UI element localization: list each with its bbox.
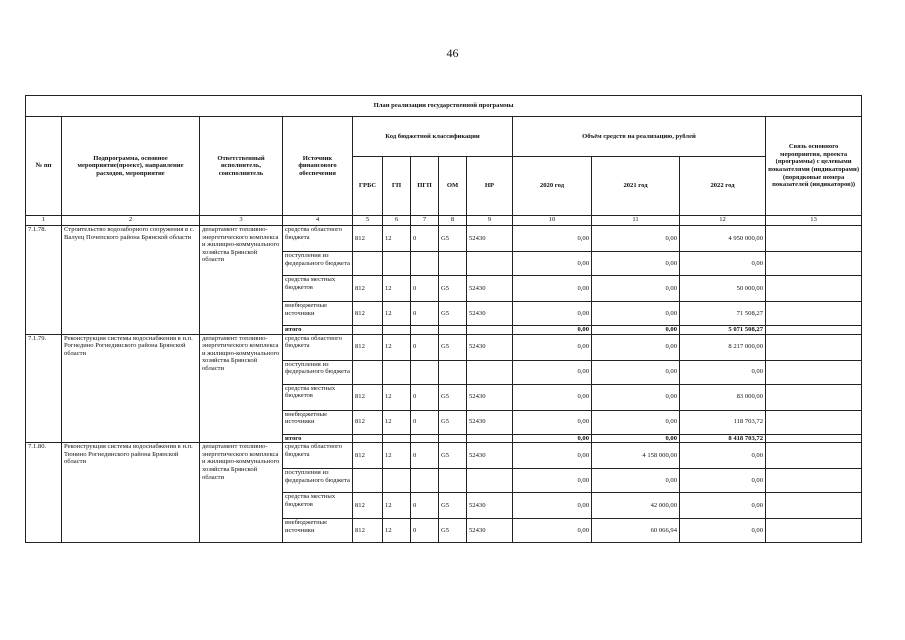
total-code-empty (467, 326, 513, 335)
header-link: Связь основного мероприятия, проекта (программы) с целевыми показателями (индикаторами) (порядковые номера показателей (индикаторов)) (766, 117, 862, 216)
code-gp (383, 360, 411, 384)
measure-executor: департамент топливно-энергетического комплекса и жилищно-коммунального хозяйства Брянской области (200, 226, 283, 335)
total-code-empty (467, 434, 513, 443)
amount-y2021: 0,00 (592, 360, 680, 384)
column-number-cell: 13 (766, 216, 862, 226)
header-2021: 2021 год (592, 157, 680, 216)
measure-executor: департамент топливно-энергетического комплекса и жилищно-коммунального хозяйства Брянской области (200, 334, 283, 443)
amount-y2022: 4 950 000,00 (680, 226, 766, 252)
indicator-link-cell (766, 360, 862, 384)
code-np: 52430 (467, 519, 513, 543)
table-row (26, 334, 862, 360)
indicator-link-cell (766, 410, 862, 434)
code-grbs (353, 360, 383, 384)
amount-y2022: 0,00 (680, 360, 766, 384)
code-pgp: 0 (411, 334, 439, 360)
amount-y2020: 0,00 (513, 252, 592, 276)
column-number-cell: 1 (26, 216, 62, 226)
amount-y2022: 50 000,00 (680, 276, 766, 302)
total-code-empty (353, 326, 383, 335)
header-volume: Объём средств на реализацию, рублей (513, 117, 766, 157)
code-gp (383, 252, 411, 276)
code-grbs: 812 (353, 443, 383, 469)
header-pgp: ПГП (411, 157, 439, 216)
code-np: 52430 (467, 384, 513, 410)
code-pgp: 0 (411, 302, 439, 326)
table-title: План реализации государственной программы (26, 96, 862, 117)
measure-number: 7.1.78. (26, 226, 62, 335)
code-grbs (353, 252, 383, 276)
amount-y2020: 0,00 (513, 519, 592, 543)
header-np: НР (467, 157, 513, 216)
code-om: G5 (439, 276, 467, 302)
amount-y2021: 0,00 (592, 252, 680, 276)
table-row (26, 443, 862, 469)
funding-source: поступления из федерального бюджета (283, 360, 353, 384)
header-2020: 2020 год (513, 157, 592, 216)
column-number-cell: 10 (513, 216, 592, 226)
code-np: 52430 (467, 226, 513, 252)
amount-y2021: 0,00 (592, 469, 680, 493)
header-gp: ГП (383, 157, 411, 216)
indicator-link-cell (766, 302, 862, 326)
header-grbs: ГРБС (353, 157, 383, 216)
amount-y2021: 0,00 (592, 302, 680, 326)
indicator-link-cell (766, 326, 862, 335)
code-np: 52430 (467, 410, 513, 434)
amount-y2022: 8 217 000,00 (680, 334, 766, 360)
total-y2020: 0,00 (513, 434, 592, 443)
column-number-cell: 9 (467, 216, 513, 226)
code-np: 52430 (467, 302, 513, 326)
indicator-link-cell (766, 519, 862, 543)
measure-number: 7.1.80. (26, 443, 62, 543)
header-subprogram: Подпрограмма, основное мероприятие(проект), направление расходов, мероприятие (62, 117, 200, 216)
total-code-empty (439, 326, 467, 335)
column-number-cell: 6 (383, 216, 411, 226)
amount-y2021: 0,00 (592, 276, 680, 302)
code-pgp: 0 (411, 443, 439, 469)
total-y2022: 5 071 508,27 (680, 326, 766, 335)
indicator-link-cell (766, 226, 862, 252)
column-number-cell: 12 (680, 216, 766, 226)
amount-y2021: 0,00 (592, 226, 680, 252)
column-number-cell: 2 (62, 216, 200, 226)
funding-source: средства областного бюджета (283, 226, 353, 252)
column-numbers-row (26, 216, 862, 226)
indicator-link-cell (766, 252, 862, 276)
code-om: G5 (439, 334, 467, 360)
amount-y2020: 0,00 (513, 493, 592, 519)
code-om: G5 (439, 302, 467, 326)
amount-y2021: 0,00 (592, 410, 680, 434)
total-label: итого (283, 434, 353, 443)
funding-source: средства местных бюджетов (283, 276, 353, 302)
total-code-empty (383, 326, 411, 335)
funding-source: средства местных бюджетов (283, 384, 353, 410)
funding-source: внебюджетные источники (283, 410, 353, 434)
indicator-link-cell (766, 443, 862, 469)
header-2022: 2022 год (680, 157, 766, 216)
code-gp: 12 (383, 410, 411, 434)
header-source: Источник финансового обеспечения (283, 117, 353, 216)
code-np (467, 469, 513, 493)
amount-y2021: 0,00 (592, 334, 680, 360)
code-np: 52430 (467, 493, 513, 519)
funding-source: средства местных бюджетов (283, 493, 353, 519)
code-np: 52430 (467, 334, 513, 360)
code-om: G5 (439, 226, 467, 252)
measure-name: Реконструкция системы водоснабжения в н.п. Рогнедино Рогнединского района Брянской области (62, 334, 200, 443)
code-grbs: 812 (353, 384, 383, 410)
code-pgp: 0 (411, 226, 439, 252)
page-number: 46 (446, 46, 459, 60)
indicator-link-cell (766, 276, 862, 302)
code-gp: 12 (383, 276, 411, 302)
amount-y2021: 0,00 (592, 384, 680, 410)
total-code-empty (411, 326, 439, 335)
code-grbs: 812 (353, 519, 383, 543)
amount-y2022: 0,00 (680, 443, 766, 469)
total-y2020: 0,00 (513, 326, 592, 335)
measure-executor: департамент топливно-энергетического комплекса и жилищно-коммунального хозяйства Брянской области (200, 443, 283, 543)
indicator-link-cell (766, 434, 862, 443)
code-gp: 12 (383, 302, 411, 326)
code-om (439, 252, 467, 276)
code-pgp: 0 (411, 519, 439, 543)
code-pgp: 0 (411, 384, 439, 410)
header-om: ОМ (439, 157, 467, 216)
code-gp: 12 (383, 384, 411, 410)
header-executor: Ответственный исполнитель, соисполнитель (200, 117, 283, 216)
total-code-empty (353, 434, 383, 443)
funding-source: поступления из федерального бюджета (283, 252, 353, 276)
code-gp: 12 (383, 226, 411, 252)
measure-name: Строительство водозаборного сооружения в с. Валуец Почепского района Брянской области (62, 226, 200, 335)
total-y2021: 0,00 (592, 434, 680, 443)
header-num: № пп (26, 117, 62, 216)
amount-y2020: 0,00 (513, 384, 592, 410)
amount-y2021: 60 066,94 (592, 519, 680, 543)
amount-y2020: 0,00 (513, 302, 592, 326)
total-code-empty (383, 434, 411, 443)
amount-y2020: 0,00 (513, 443, 592, 469)
amount-y2020: 0,00 (513, 410, 592, 434)
amount-y2020: 0,00 (513, 469, 592, 493)
code-pgp (411, 252, 439, 276)
column-number-cell: 4 (283, 216, 353, 226)
amount-y2022: 0,00 (680, 493, 766, 519)
code-om: G5 (439, 443, 467, 469)
header-budget-code: Код бюджетной классификации (353, 117, 513, 157)
code-om: G5 (439, 519, 467, 543)
column-number-cell: 5 (353, 216, 383, 226)
code-grbs: 812 (353, 302, 383, 326)
code-gp: 12 (383, 493, 411, 519)
code-om (439, 360, 467, 384)
code-grbs: 812 (353, 276, 383, 302)
plan-table (25, 95, 862, 543)
table-body (26, 96, 862, 543)
code-om: G5 (439, 410, 467, 434)
code-pgp: 0 (411, 276, 439, 302)
code-om (439, 469, 467, 493)
code-gp: 12 (383, 443, 411, 469)
funding-source: внебюджетные источники (283, 519, 353, 543)
code-grbs: 812 (353, 334, 383, 360)
code-om: G5 (439, 384, 467, 410)
amount-y2022: 0,00 (680, 519, 766, 543)
code-np (467, 360, 513, 384)
funding-source: внебюджетные источники (283, 302, 353, 326)
amount-y2021: 42 000,00 (592, 493, 680, 519)
code-gp: 12 (383, 334, 411, 360)
amount-y2022: 71 508,27 (680, 302, 766, 326)
measure-number: 7.1.79. (26, 334, 62, 443)
code-gp: 12 (383, 519, 411, 543)
code-pgp: 0 (411, 493, 439, 519)
indicator-link-cell (766, 334, 862, 360)
column-number-cell: 7 (411, 216, 439, 226)
code-np (467, 252, 513, 276)
funding-source: поступления из федерального бюджета (283, 469, 353, 493)
code-np: 52430 (467, 276, 513, 302)
funding-source: средства областного бюджета (283, 443, 353, 469)
column-number-cell: 11 (592, 216, 680, 226)
code-om: G5 (439, 493, 467, 519)
code-np: 52430 (467, 443, 513, 469)
code-pgp (411, 360, 439, 384)
amount-y2022: 0,00 (680, 252, 766, 276)
code-pgp: 0 (411, 410, 439, 434)
total-code-empty (411, 434, 439, 443)
column-number-cell: 3 (200, 216, 283, 226)
code-grbs: 812 (353, 493, 383, 519)
code-gp (383, 469, 411, 493)
code-grbs: 812 (353, 410, 383, 434)
total-code-empty (439, 434, 467, 443)
code-pgp (411, 469, 439, 493)
amount-y2022: 83 000,00 (680, 384, 766, 410)
total-label: итого (283, 326, 353, 335)
code-grbs (353, 469, 383, 493)
table-row (26, 226, 862, 252)
amount-y2020: 0,00 (513, 360, 592, 384)
amount-y2020: 0,00 (513, 226, 592, 252)
amount-y2022: 118 703,72 (680, 410, 766, 434)
funding-source: средства областного бюджета (283, 334, 353, 360)
code-grbs: 812 (353, 226, 383, 252)
amount-y2020: 0,00 (513, 334, 592, 360)
total-y2021: 0,00 (592, 326, 680, 335)
column-number-cell: 8 (439, 216, 467, 226)
indicator-link-cell (766, 493, 862, 519)
amount-y2020: 0,00 (513, 276, 592, 302)
total-y2022: 8 418 703,72 (680, 434, 766, 443)
measure-name: Реконструкция системы водоснабжения в н.п. Тюнино Рогнединского района Брянской области (62, 443, 200, 543)
indicator-link-cell (766, 469, 862, 493)
indicator-link-cell (766, 384, 862, 410)
amount-y2021: 4 158 000,00 (592, 443, 680, 469)
amount-y2022: 0,00 (680, 469, 766, 493)
